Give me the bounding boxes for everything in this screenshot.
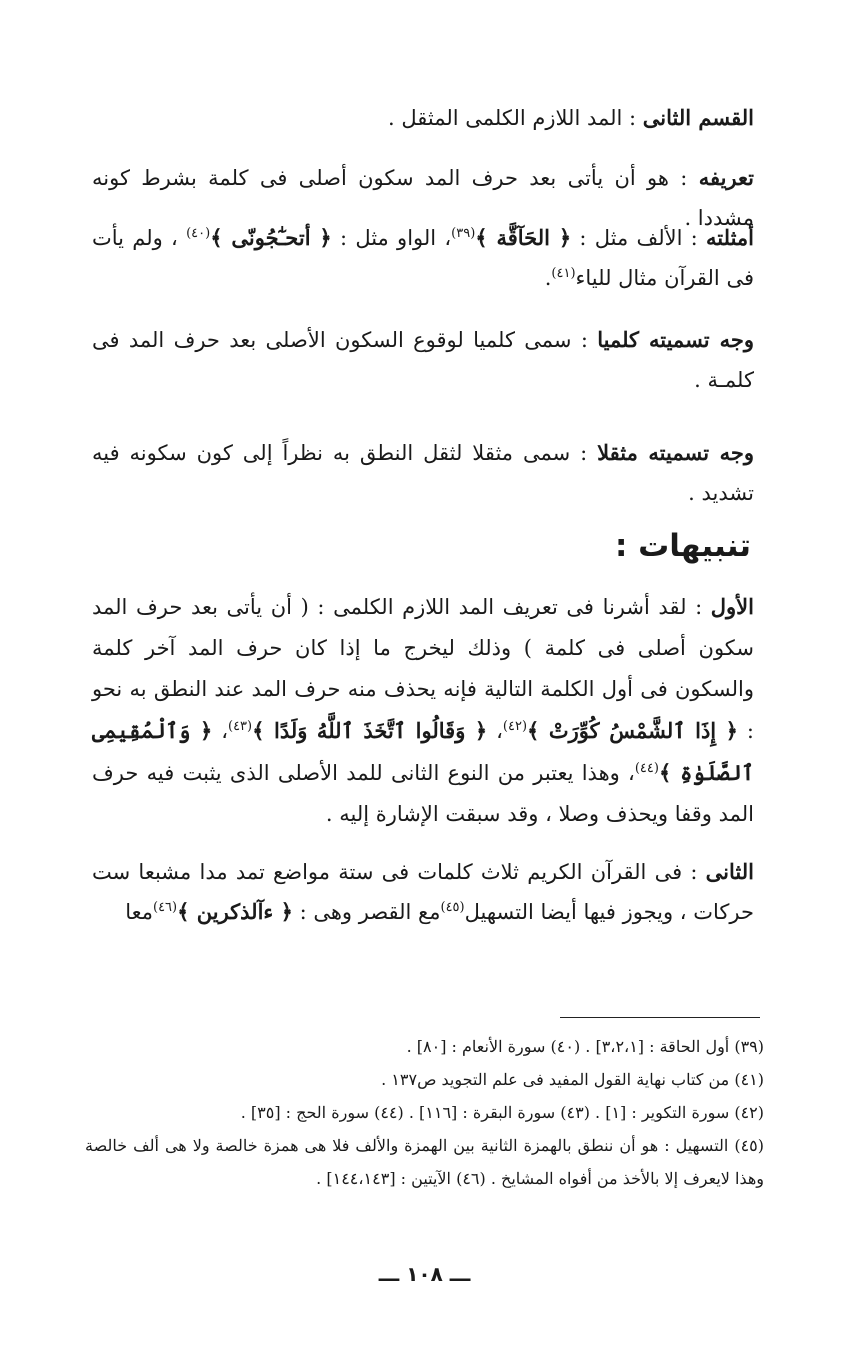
quran-quote: ﴿ أتحـٰٓجُونّى ﴾ [210,225,332,250]
section-text: هو أن يأتى بعد حرف المد سكون أصلى فى كلمة بشرط كونه مشددا . [92,166,754,230]
section-text: سمى مثقلا لثقل النطق به نظراً إلى كون سكونه فيه تشديد . [92,441,754,505]
footnote-ref: (٤٣) [228,719,253,734]
heading-tanbihat: تنبيهات : [614,528,751,564]
section-label: القسم الثانى [642,105,754,130]
footnotes [85,1030,764,1195]
section-label: تعريفه [698,165,754,190]
section-awwal: الأول : لقد أشرنا فى تعريف المد اللازم الكلمى : ( أن يأتى بعد حرف المد سكون أصلى فى كلمة ) وذلك ليخرج ما إذا كان حرف المد آخر كلمة والسكون فى أول الكلمة التالية فإنه يحذف منه حرف المد عند النطق به نحو : ﴿ إِذَا ٱلشَّمْسُ كُوِّرَتْ ﴾$^{(٤٢)}$، ﴿ وَقَالُوا ٱتَّخَذَ ٱللَّهُ وَلَدًا ﴾$^{(٤٣)}$، ﴿ وَٱلْمُقِيمِى ٱلصَّلَوٰةِ ﴾$^{(٤٤)}$، وهذا يعتبر من النوع الثانى للمد الأصلى الذى يثبت فيه حرف المد وقفا ويحذف وصلا ، وقد سبقت الإشارة إليه . [92,594,754,826]
footnote-line: (٤١) من كتاب نهاية القول المفيد فى علم التجويد ص١٣٧ . [381,1070,764,1089]
quran-quote: ﴿ وَٱلْمُقِيمِى ٱلصَّلَوٰةِ ﴾ [92,718,754,785]
footnote-line: (٤٥) التسهيل : هو أن ننطق بالهمزة الثانية بين الهمزة والألف فلا هى همزة خالصة ولا هى ألف خالصة وهذا لايعرف إلا بالأخذ من أفواه المشايخ . (٤٦) الآيتين : [١٤٤،١٤٣] . [85,1136,765,1188]
section-text: المد اللازم الكلمى المثقل . [388,106,623,130]
quran-quote: ﴿ الحَآقَّة ﴾ [475,225,572,250]
quran-quote: ﴿ ءآلذكرين ﴾ [177,899,293,924]
section-wajh-muthaqqal: وجه تسميته مثقلا : سمى مثقلا لثقل النطق به نظراً إلى كون سكونه فيه تشديد . [92,440,754,505]
footnote-ref: (٤٦) [153,900,178,915]
section-text: سمى كلميا لوقوع السكون الأصلى بعد حرف المد فى كلمـة . [92,328,754,392]
section-tarif: تعريفه : هو أن يأتى بعد حرف المد سكون أصلى فى كلمة بشرط كونه مشددا . [92,165,754,230]
section-qism-thani: القسم الثانى : المد اللازم الكلمى المثقل . [388,105,754,130]
footnote-ref: (٤٤) [634,761,659,776]
section-label: أمثلته [706,225,754,250]
quran-quote: ﴿ إِذَا ٱلشَّمْسُ كُوِّرَتْ ﴾ [527,718,738,743]
quran-quote: ﴿ وَقَالُوا ٱتَّخَذَ ٱللَّهُ وَلَدًا ﴾ [252,718,488,743]
section-label: وجه تسميته كلميا [597,327,754,352]
footnote-ref: (٤٢) [502,719,528,734]
footnote-ref: (٣٩) [451,226,476,241]
section-label: الثانى [705,859,754,884]
footnote-line: (٣٩) أول الحاقة : [٣،٢،١] . (٤٠) سورة الأنعام : [٨٠] . [406,1037,764,1056]
section-label: وجه تسميته مثقلا [597,440,754,465]
page-number: ـــ ١٠٨ ـــ [378,1262,471,1286]
section-thani: الثانى : فى القرآن الكريم ثلاث كلمات فى ستة مواضع تمد مدا مشبعا ست حركات ، ويجوز فيها أيضا التسهيل$^{(٤٥)}$مع القصر وهى : ﴿ ءآلذكرين ﴾$^{(٤٦)}$معا [92,859,754,924]
footnote-ref: (٤٠) [186,226,211,241]
section-label: الأول [710,594,754,619]
footnote-separator [560,1017,760,1018]
footnote-line: (٤٢) سورة التكوير : [١] . (٤٣) سورة البقرة : [١١٦] . (٤٤) سورة الحج : [٣٥] . [240,1103,764,1122]
section-wajh-kalimi: وجه تسميته كلميا : سمى كلميا لوقوع السكون الأصلى بعد حرف المد فى كلمـة . [92,327,754,392]
section-amthila: أمثلته : الألف مثل : ﴿ الحَآقَّة ﴾$^{(٣٩)}$، الواو مثل : ﴿ أتحـٰٓجُونّى ﴾$^{(٤٠)}$ ، ولم يأت فى القرآن مثال للياء$^{(٤١)}$. [92,225,754,290]
footnote-ref: (٤٥) [440,900,465,915]
footnote-ref: (٤١) [551,266,576,281]
